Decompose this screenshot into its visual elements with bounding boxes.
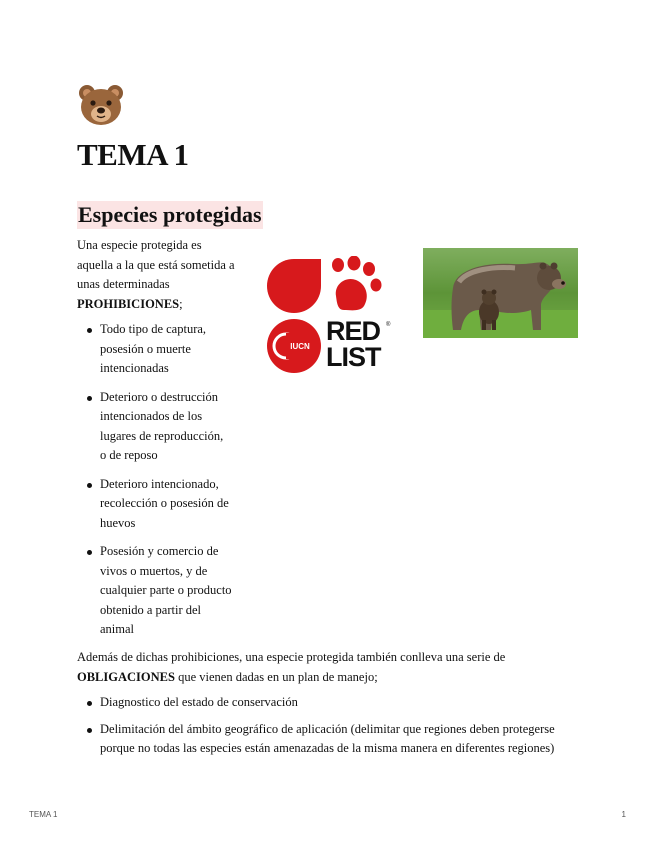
list-item: Deterioro intencionado, recolección o posesión de huevos: [77, 475, 232, 534]
section-heading: Especies protegidas: [78, 202, 262, 227]
obligations-paragraph: [77, 648, 577, 687]
list-label: LIST: [326, 342, 381, 372]
prohibitions-list: [77, 320, 237, 649]
page-title: TEMA 1: [77, 137, 189, 172]
list-item: Diagnostico del estado de conservación: [77, 693, 587, 713]
iucn-red-list-logo: [264, 256, 392, 374]
iucn-label: IUCN: [290, 342, 310, 351]
obligaciones-bold: OBLIGACIONES: [77, 669, 175, 684]
list-item: Posesión y comercio de vivos o muertos, y de cualquier parte o producto obtenido a partir del animal: [77, 542, 232, 640]
bear-face-icon: [78, 84, 124, 126]
footer-title: TEMA 1: [29, 810, 58, 819]
intro-paragraph: [77, 236, 237, 314]
bear-with-cub-photo: [423, 248, 578, 338]
intro-text: Una especie protegida es aquella a la que está sometida a unas determinadas: [77, 238, 235, 291]
obligations-text: Además de dichas prohibiciones, una especie protegida también conlleva una serie de: [77, 650, 506, 664]
registered-mark: ®: [386, 322, 391, 328]
red-label: RED: [326, 316, 381, 346]
prohibiciones-bold: PROHIBICIONES: [77, 296, 180, 311]
obligations-text-end: que vienen dadas en un plan de manejo;: [174, 669, 378, 684]
obligations-list: [77, 693, 587, 766]
page-number: 1: [621, 810, 626, 819]
list-item: Delimitación del ámbito geográfico de aplicación (delimitar que regiones deben protegerse porque no todas las especies están amenazadas de la misma manera en diferentes regiones): [77, 720, 587, 759]
list-item: Deterioro o destrucción intencionados de los lugares de reproducción, o de reposo: [77, 388, 232, 466]
intro-punct: ;: [179, 296, 183, 311]
list-item: Todo tipo de captura, posesión o muerte intencionadas: [77, 320, 232, 379]
